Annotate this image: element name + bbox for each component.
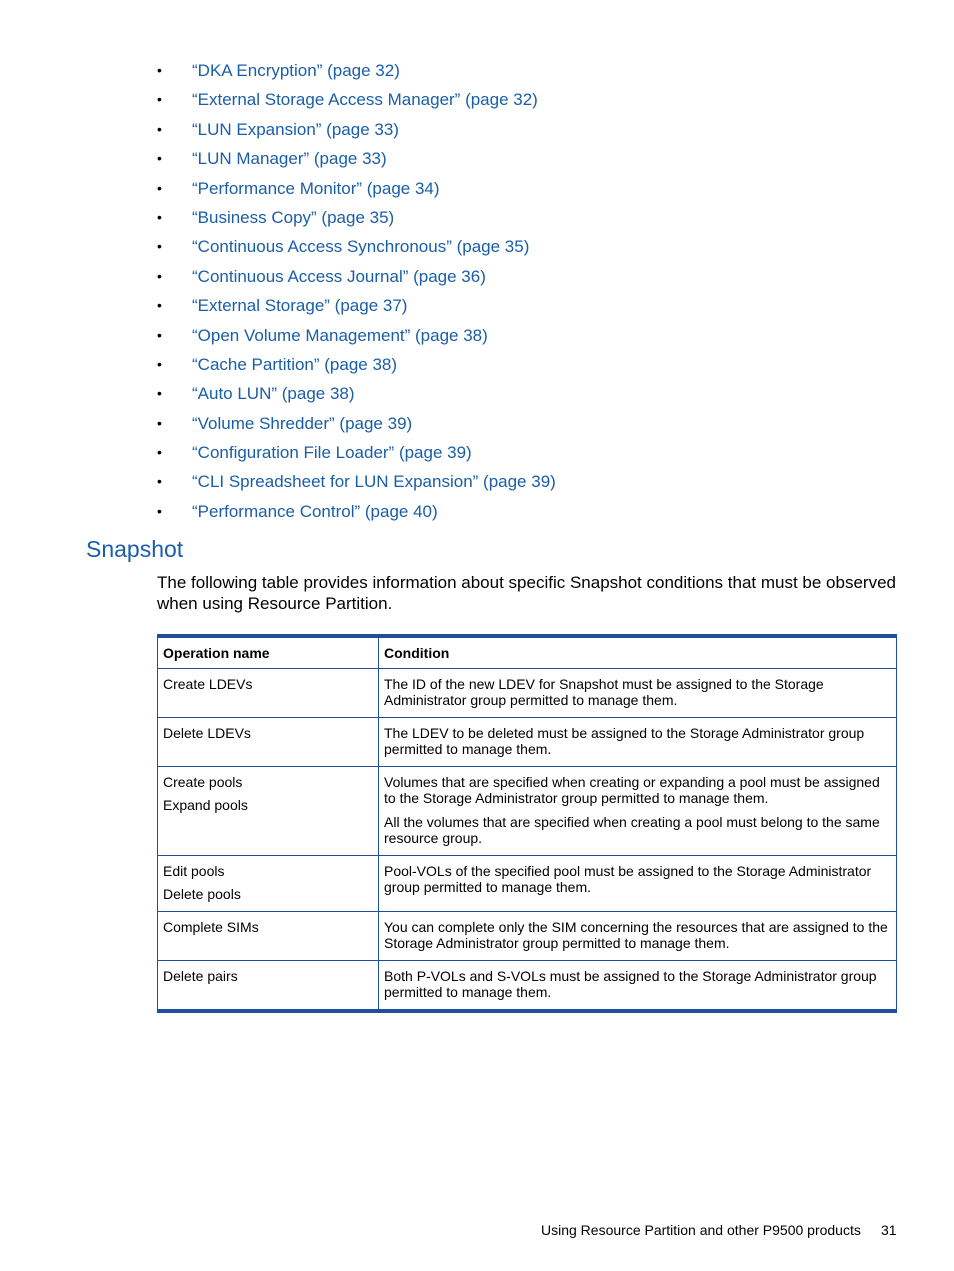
table-row	[158, 855, 897, 911]
condition-text: Volumes that are specified when creating or expanding a pool must be assigned to the Storage Administrator group permitted to manage them.	[384, 773, 880, 806]
list-item	[157, 497, 857, 526]
cross-reference-link[interactable]: “Continuous Access Journal” (page 36)	[192, 266, 486, 286]
operation-name: Edit pools	[163, 862, 225, 879]
intro-paragraph: The following table provides information about specific Snapshot conditions that must be observed when using Resource Partition.	[157, 573, 896, 613]
list-item	[157, 379, 857, 408]
operation-name: Delete pairs	[163, 967, 238, 984]
operation-cell	[158, 766, 379, 855]
bullet-icon: •	[157, 385, 162, 402]
operation-name: Complete SIMs	[163, 918, 259, 935]
table-body	[158, 668, 897, 1011]
condition-text: The LDEV to be deleted must be assigned to the Storage Administrator group permitted to manage them.	[384, 724, 865, 757]
column-header-operation: Operation name	[158, 636, 379, 668]
list-item	[157, 232, 857, 261]
condition-text: Pool-VOLs of the specified pool must be assigned to the Storage Administrator group permitted to manage them.	[384, 862, 872, 895]
condition-text: All the volumes that are specified when creating a pool must belong to the same resource group.	[384, 813, 880, 846]
list-item	[157, 203, 857, 232]
list-item	[157, 438, 857, 467]
list-item	[157, 144, 857, 173]
cross-reference-link[interactable]: “External Storage” (page 37)	[192, 296, 408, 316]
bullet-icon: •	[157, 120, 162, 137]
operation-name: Delete pools	[163, 886, 241, 902]
cross-reference-link[interactable]: “DKA Encryption” (page 32)	[192, 61, 400, 80]
bullet-icon: •	[157, 473, 162, 490]
cross-reference-link[interactable]: “CLI Spreadsheet for LUN Expansion” (page 39)	[192, 472, 556, 492]
operation-cell	[158, 855, 379, 911]
cross-reference-link[interactable]: “Cache Partition” (page 38)	[192, 354, 398, 374]
condition-text: The ID of the new LDEV for Snapshot must be assigned to the Storage Administrator group permitted to manage them.	[384, 675, 824, 708]
cross-reference-link[interactable]: “Performance Monitor” (page 34)	[192, 178, 440, 198]
operation-name: Create LDEVs	[163, 675, 253, 692]
cross-reference-link[interactable]: “Open Volume Management” (page 38)	[192, 325, 488, 345]
section-title: Snapshot	[86, 536, 184, 562]
list-item	[157, 321, 857, 350]
condition-text: You can complete only the SIM concerning the resources that are assigned to the Storage Administrator group permitted to manage them.	[384, 918, 888, 951]
cross-reference-link[interactable]: “External Storage Access Manager” (page 32)	[192, 90, 538, 110]
conditions-table	[157, 634, 897, 1013]
list-item	[157, 291, 857, 320]
cross-reference-link[interactable]: “LUN Expansion” (page 33)	[192, 119, 399, 139]
list-item	[157, 56, 857, 85]
list-item	[157, 467, 857, 496]
operation-cell	[158, 717, 379, 766]
bullet-icon: •	[157, 297, 162, 314]
table-row	[158, 668, 897, 717]
cross-reference-link[interactable]: “Business Copy” (page 35)	[192, 207, 395, 227]
condition-cell	[379, 668, 897, 717]
bullet-icon: •	[157, 355, 162, 372]
condition-cell	[379, 911, 897, 960]
list-item	[157, 174, 857, 203]
cross-reference-link[interactable]: “Auto LUN” (page 38)	[192, 384, 355, 404]
operation-name: Create pools	[163, 773, 243, 790]
table-row	[158, 960, 897, 1011]
list-item	[157, 350, 857, 379]
condition-cell	[379, 717, 897, 766]
cross-reference-link[interactable]: “LUN Manager” (page 33)	[192, 149, 387, 169]
cross-reference-link[interactable]: “Performance Control” (page 40)	[192, 501, 438, 521]
cross-reference-list	[157, 56, 857, 526]
condition-text: Both P-VOLs and S-VOLs must be assigned to the Storage Administrator group permitted to manage them.	[384, 967, 877, 1000]
table-row	[158, 766, 897, 855]
bullet-icon: •	[157, 238, 162, 255]
condition-cell	[379, 766, 897, 855]
list-item	[157, 409, 857, 438]
cross-reference-link[interactable]: “Continuous Access Synchronous” (page 35)	[192, 237, 530, 257]
cross-reference-link[interactable]: “Volume Shredder” (page 39)	[192, 413, 413, 433]
column-header-condition: Condition	[379, 636, 897, 668]
cross-reference-link[interactable]: “Configuration File Loader” (page 39)	[192, 443, 472, 463]
table-header-row	[158, 636, 897, 668]
bullet-icon: •	[157, 150, 162, 167]
list-item	[157, 85, 857, 114]
list-item	[157, 115, 857, 144]
bullet-icon: •	[157, 91, 162, 108]
operation-cell	[158, 911, 379, 960]
condition-cell	[379, 855, 897, 911]
list-item	[157, 262, 857, 291]
bullet-icon: •	[157, 179, 162, 196]
operation-cell	[158, 960, 379, 1011]
bullet-icon: •	[157, 326, 162, 343]
footer-title: Using Resource Partition and other P9500 products	[541, 1222, 861, 1238]
bullet-icon: •	[157, 208, 162, 225]
page-number: 31	[881, 1222, 897, 1238]
operation-cell	[158, 668, 379, 717]
bullet-icon: •	[157, 62, 162, 78]
operation-name: Delete LDEVs	[163, 724, 251, 741]
condition-cell	[379, 960, 897, 1011]
bullet-icon: •	[157, 444, 162, 461]
bullet-icon: •	[157, 267, 162, 284]
bullet-icon: •	[157, 414, 162, 431]
operation-name: Expand pools	[163, 797, 248, 813]
bullet-icon: •	[157, 502, 162, 519]
table-row	[158, 717, 897, 766]
table-row	[158, 911, 897, 960]
